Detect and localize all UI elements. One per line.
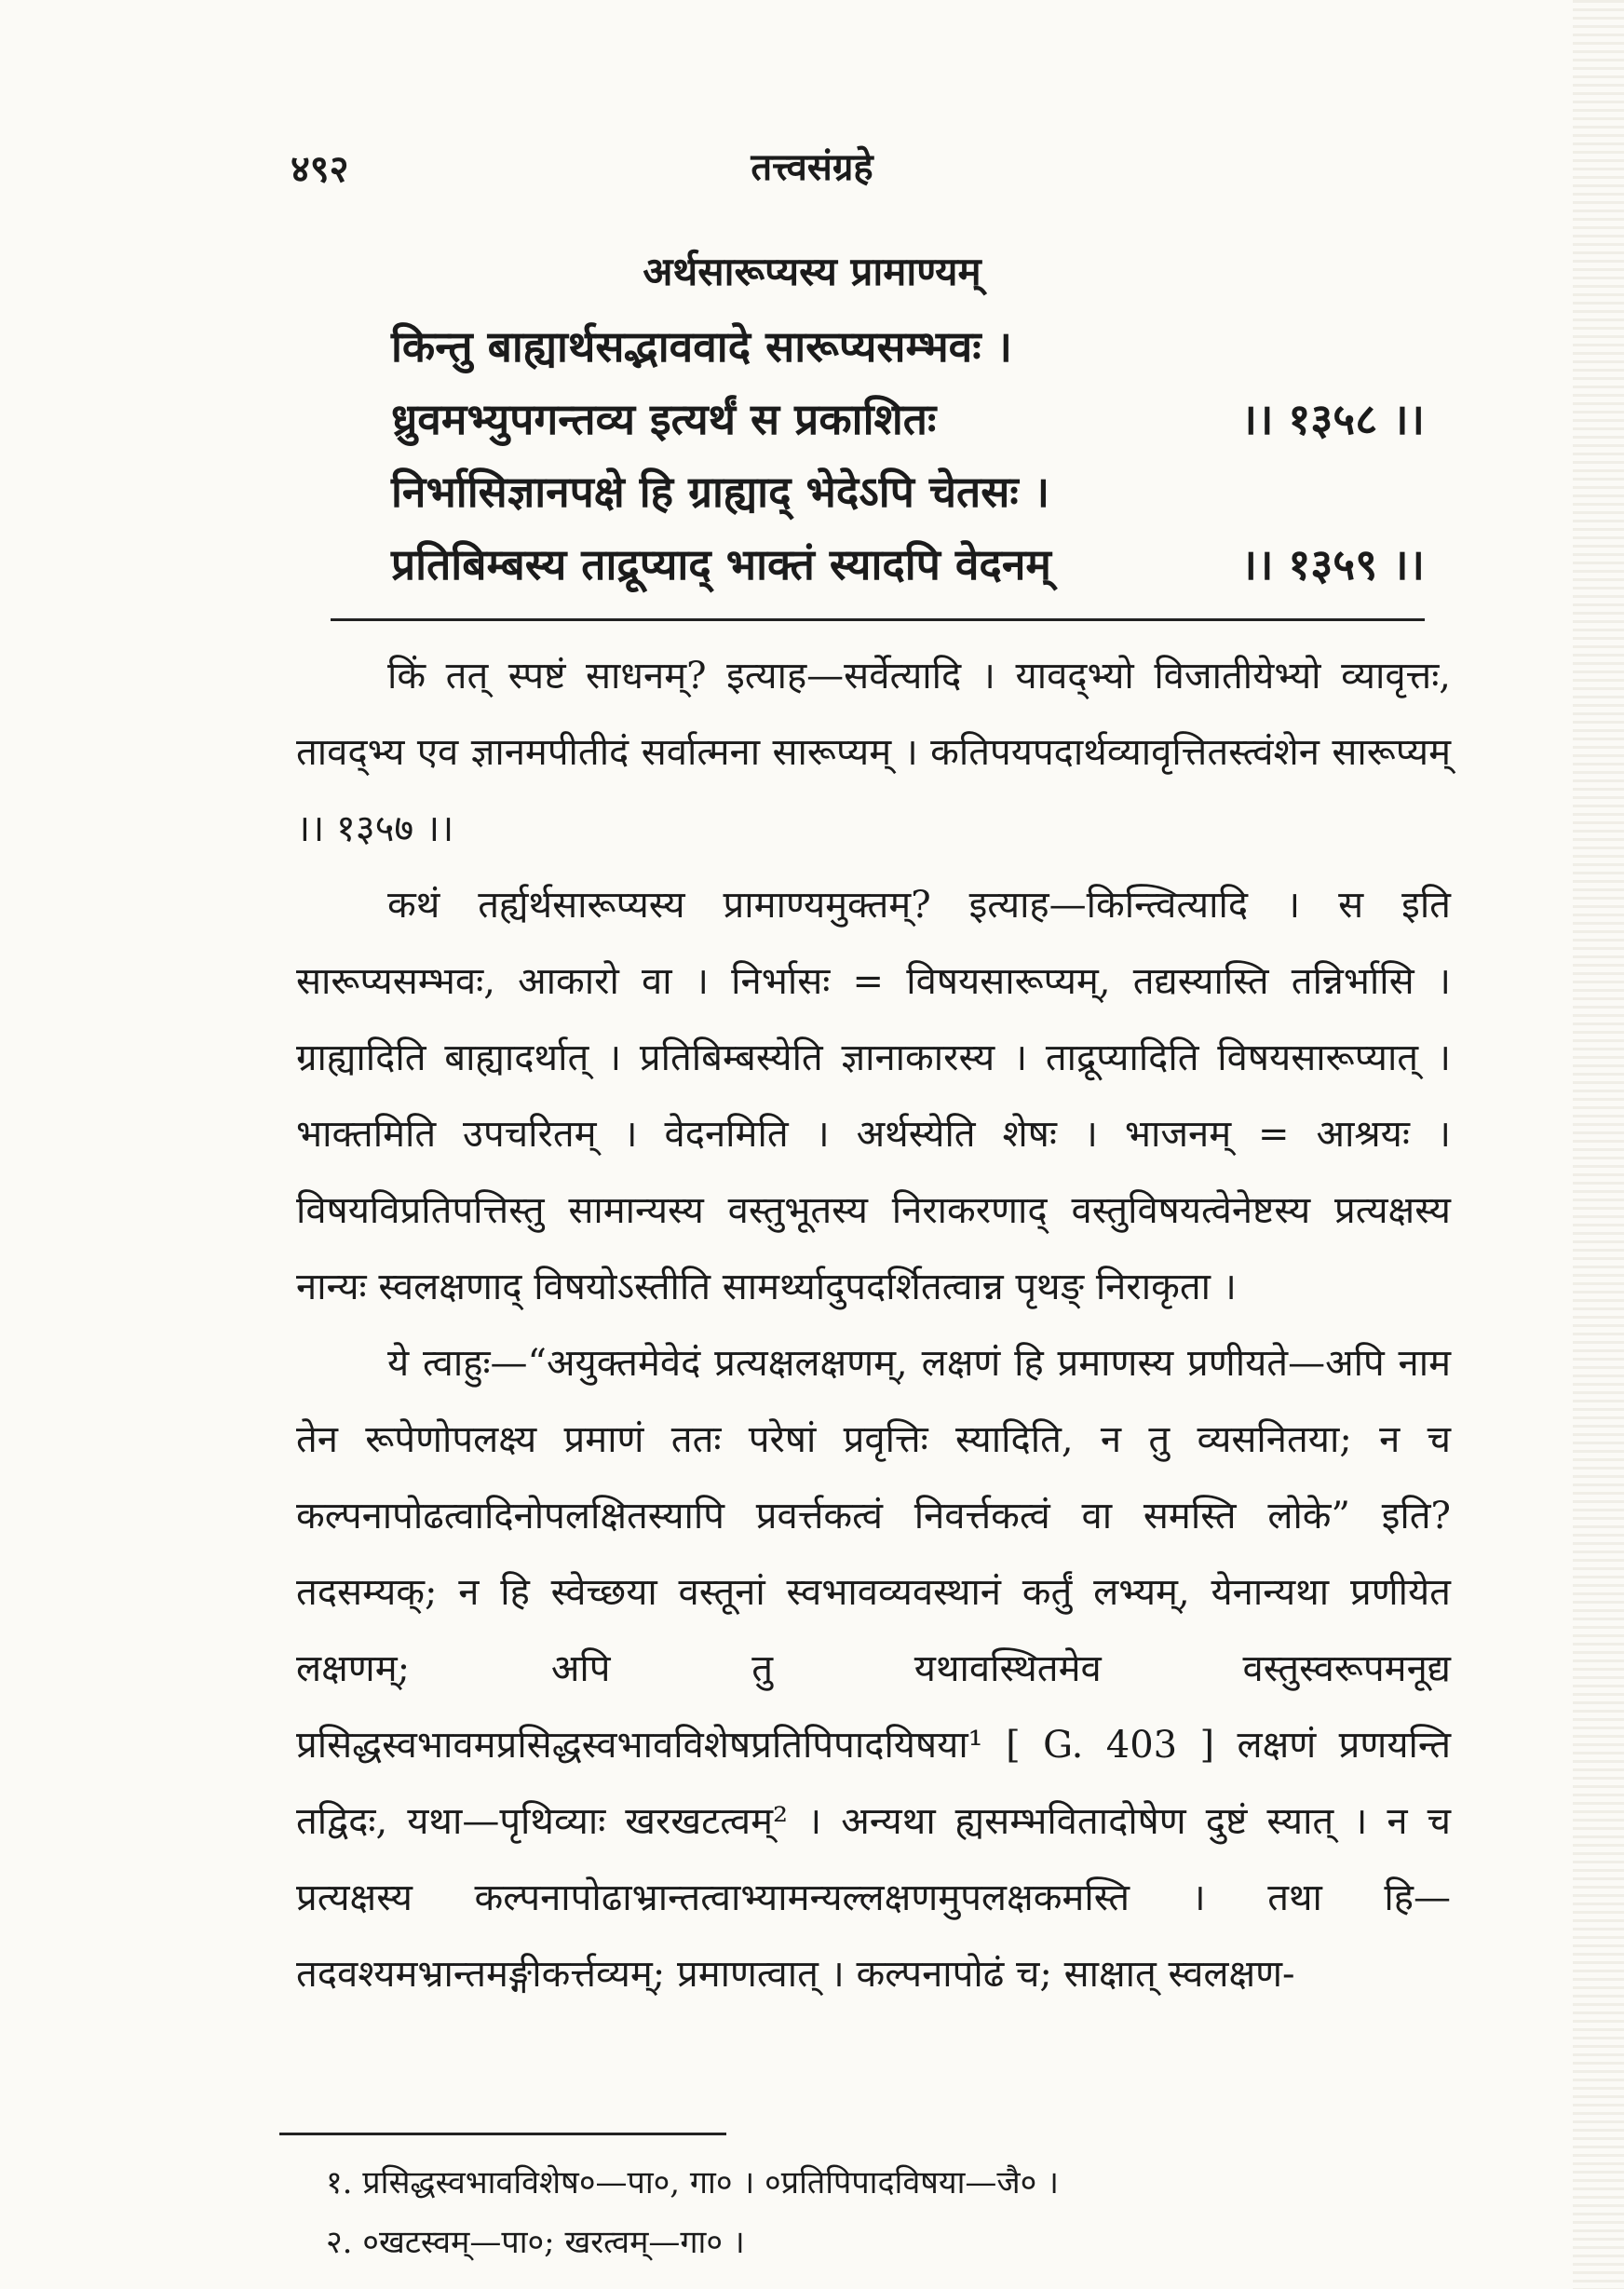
- paper-edge-texture: [1573, 0, 1624, 2289]
- page-number: ४९२: [291, 147, 349, 191]
- verse-text: ध्रुवमभ्युपगन्तव्य इत्यर्थं स प्रकाशितः: [391, 394, 937, 444]
- verse-text: प्रतिबिम्बस्य ताद्रूप्याद् भाक्तं स्यादपि वेदनम्: [391, 539, 1051, 589]
- verse-divider-rule: [331, 618, 1425, 621]
- commentary-paragraph: कथं तर्ह्यर्थसारूप्यस्य प्रामाण्यमुक्तम्? इत्याह—किन्त्वित्यादि । स इति सारूप्यसम्भवः, आकारो वा । निर्भासः = विषयसारूप्यम्, तद्यस्यास्ति तन्निर्भासि । ग्राह्यादिति बाह्यादर्थात् । प्रतिबिम्बस्येति ज्ञानाकारस्य । ताद्रूप्यादिति विषयसारूप्यात् । भाक्तमिति उपचरितम् । वेदनमिति । अर्थस्येति शेषः । भाजनम् = आश्रयः । विषयविप्रतिपत्तिस्तु सामान्यस्य वस्तुभूतस्य निराकरणाद् वस्तुविषयत्वेनेष्टस्य प्रत्यक्षस्य नान्यः स्वलक्षणाद् विषयोऽस्तीति सामर्थ्यादुपदर्शितत्वान्न पृथङ् निराकृता ।: [296, 884, 1451, 1308]
- footnote: १. प्रसिद्धस्वभावविशेष०—पा०, गा० । ०प्रतिपिपादविषया—जै० ।: [326, 2164, 1060, 2201]
- commentary-body: [296, 638, 1451, 2012]
- section-title: अर्थसारूप्यस्य प्रामाण्यम्: [643, 249, 981, 294]
- verse-text: निर्भासिज्ञानपक्षे हि ग्राह्याद् भेदेऽपि चेतसः ।: [391, 467, 1050, 517]
- verse-number: ।। १३५८ ।।: [1240, 394, 1425, 444]
- footnote-divider-rule: [279, 2133, 726, 2135]
- verse-number: ।। १३५९ ।।: [1240, 539, 1425, 589]
- verse-line: [391, 389, 1425, 447]
- verse-line: [391, 535, 1425, 592]
- commentary-paragraph: ये त्वाहुः—“अयुक्तमेवेदं प्रत्यक्षलक्षणम्, लक्षणं हि प्रमाणस्य प्रणीयते—अपि नाम तेन रूपेणोपलक्ष्य प्रमाणं ततः परेषां प्रवृत्तिः स्यादिति, न तु व्यसनितया; न च कल्पनापोढत्वादिनोपलक्षितस्यापि प्रवर्त्तकत्वं निवर्त्तकत्वं वा समस्ति लोके” इति? तदसम्यक्; न हि स्वेच्छया वस्तूनां स्वभावव्यवस्थानं कर्तुं लभ्यम्, येनान्यथा प्रणीयेत लक्षणम्; अपि तु यथावस्थितमेव वस्तुस्वरूपमनूद्य प्रसिद्धस्वभावमप्रसिद्धस्वभावविशेषप्रतिपिपादयिषया¹ [ G. 403 ] लक्षणं प्रणयन्ति तद्विदः, यथा—पृथिव्याः खरखटत्वम्² । अन्यथा ह्यसम्भवितादोषेण दुष्टं स्यात् । न च प्रत्यक्षस्य कल्पनापोढाभ्रान्तत्वाभ्यामन्यल्लक्षणमुपलक्षकमस्ति । तथा हि—तदवश्यमभ्रान्तमङ्गीकर्त्तव्यम्; प्रमाणत्वात् । कल्पनापोढं च; साक्षात् स्वलक्षण-: [296, 1342, 1451, 1996]
- commentary-paragraph: किं तत् स्पष्टं साधनम्? इत्याह—सर्वेत्यादि । यावद्भ्यो विजातीयेभ्यो व्यावृत्तः, तावद्भ्य एव ज्ञानमपीतीदं सर्वात्मना सारूप्यम् । कतिपयपदार्थव्यावृत्तितस्त्वंशेन सारूप्यम् ।। १३५७ ।।: [296, 655, 1451, 850]
- verse-line: [391, 317, 1425, 374]
- verse-line: [391, 462, 1425, 520]
- footnote: २. ०खटस्वम्—पा०; खरत्वम्—गा० ।: [326, 2224, 745, 2261]
- footnotes: [326, 2153, 1397, 2272]
- running-title: तत्त्वसंग्रहे: [751, 145, 873, 189]
- verse-text: किन्तु बाह्यार्थसद्भाववादे सारूप्यसम्भवः ।: [391, 321, 1012, 372]
